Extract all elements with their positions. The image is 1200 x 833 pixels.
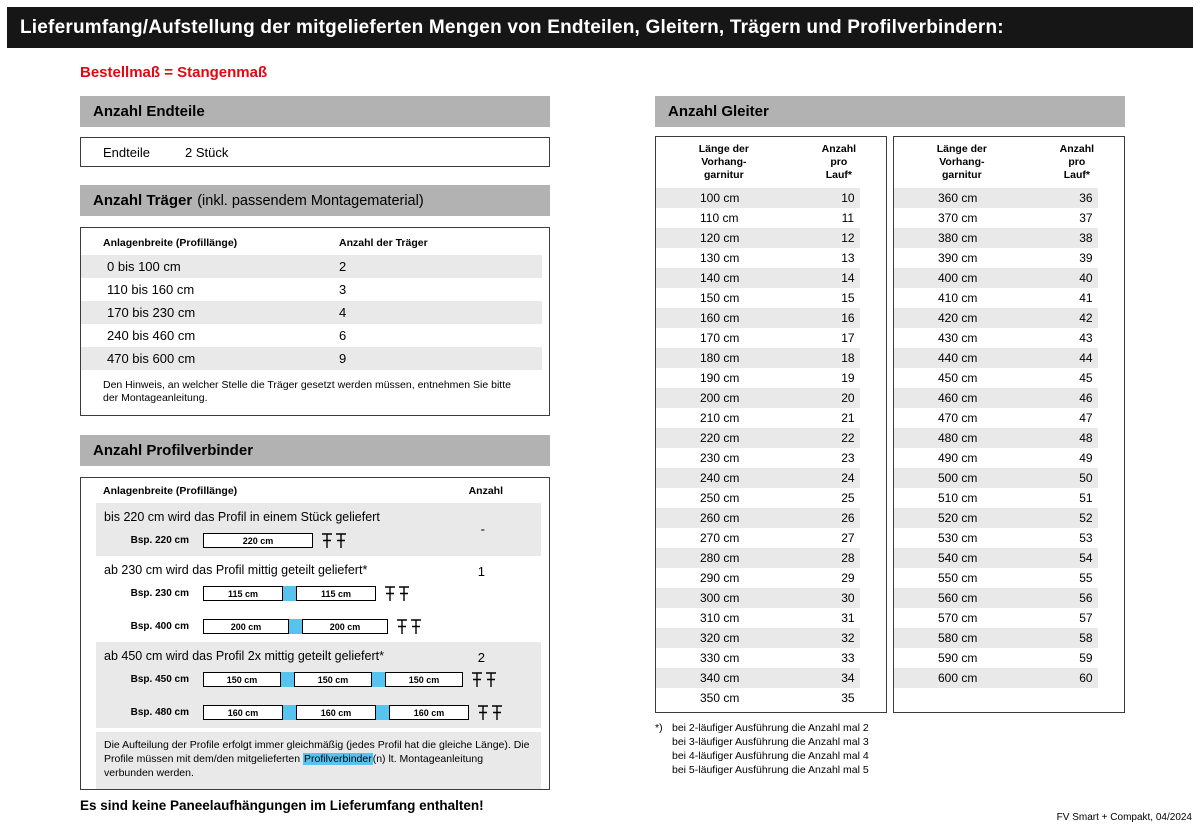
page-title-bar [7, 7, 1193, 48]
footnote-prefix [655, 763, 672, 777]
gleiter-length: 460 cm [938, 391, 978, 405]
footnote-text: bei 5-läufiger Ausführung die Anzahl mal 5 [672, 764, 869, 776]
table-row [894, 308, 1124, 328]
pv-section-text: bis 220 cm wird das Profil in einem Stück geliefert [104, 509, 380, 524]
gleiter-count: 52 [1079, 511, 1093, 525]
gleiter-count: 14 [841, 271, 855, 285]
gleiter-length: 140 cm [700, 271, 740, 285]
table-row [656, 648, 886, 668]
gleiter-count: 20 [841, 391, 855, 405]
gleiter-count: 53 [1079, 531, 1093, 545]
gleiter-col2-header: Anzahl pro Lauf* [821, 143, 857, 181]
traeger-range: 170 bis 230 cm [107, 305, 196, 320]
gleiter-count: 31 [841, 611, 855, 625]
gleiter-footnotes [655, 721, 1125, 777]
gleiter-length: 110 cm [700, 211, 739, 225]
gleiter-heading: Anzahl Gleiter [668, 103, 769, 120]
gleiter-length: 230 cm [700, 451, 740, 465]
gleiter-count: 18 [841, 351, 855, 365]
table-row [656, 208, 886, 228]
profile-connector [283, 586, 296, 601]
gleiter-length: 200 cm [700, 391, 740, 405]
order-measure-note: Bestellmaß = Stangenmaß [80, 64, 268, 81]
footnote-prefix [655, 749, 672, 763]
table-row [656, 528, 886, 548]
gleiter-length: 330 cm [700, 651, 740, 665]
table-row [894, 648, 1124, 668]
gleiter-count: 34 [841, 671, 855, 685]
profile-segment: 150 cm [294, 672, 372, 687]
gleiter-count: 17 [841, 331, 855, 345]
profile-segment: 150 cm [203, 672, 281, 687]
gleiter-length: 400 cm [938, 271, 978, 285]
pv-section-bis-220 [96, 503, 541, 556]
footnote-line [655, 763, 1125, 777]
example-label: Bsp. 400 cm [130, 621, 189, 633]
profile-example [104, 533, 533, 549]
gleiter-length: 320 cm [700, 631, 740, 645]
section-header-endteile [80, 96, 550, 127]
table-row [656, 508, 886, 528]
profile-example [104, 586, 533, 602]
gleiter-count: 28 [841, 551, 855, 565]
gleiter-col2-header: Anzahl pro Lauf* [1059, 143, 1095, 181]
gleiter-count: 19 [841, 371, 855, 385]
traeger-heading: Anzahl Träger [93, 192, 193, 209]
gleiter-length: 450 cm [938, 371, 978, 385]
gleiter-length: 600 cm [938, 671, 978, 685]
gleiter-length: 170 cm [700, 331, 740, 345]
profile-example [104, 705, 533, 721]
footnote-prefix [655, 735, 672, 749]
gleiter-length: 480 cm [938, 431, 978, 445]
table-row [894, 248, 1124, 268]
traeger-count: 6 [339, 328, 347, 343]
gleiter-count: 39 [1079, 251, 1093, 265]
profile-segment: 160 cm [389, 705, 469, 720]
traeger-range: 470 bis 600 cm [107, 351, 196, 366]
gleiter-length: 370 cm [938, 211, 978, 225]
table-row [894, 668, 1124, 688]
profile-connector [283, 705, 296, 720]
profile-example [104, 672, 533, 688]
gleiter-length: 410 cm [938, 291, 978, 305]
page-title: Lieferumfang/Aufstellung der mitgelieferten Mengen von Endteilen, Gleitern, Trägern und Profilverbindern: [20, 16, 1004, 38]
table-row [656, 548, 886, 568]
gleiter-count: 26 [841, 511, 855, 525]
gleiter-length: 340 cm [700, 671, 740, 685]
gleiter-length: 570 cm [938, 611, 978, 625]
section-header-traeger [80, 185, 550, 216]
gleiter-length: 520 cm [938, 511, 978, 525]
gleiter-count: 54 [1079, 551, 1093, 565]
gleiter-length: 270 cm [700, 531, 740, 545]
footnote-line [655, 735, 1125, 749]
gleiter-length: 350 cm [700, 691, 740, 705]
table-row [894, 468, 1124, 488]
example-label: Bsp. 480 cm [130, 707, 189, 719]
pv-note-highlight: Profilverbinder [304, 752, 372, 765]
traeger-note: Den Hinweis, an welcher Stelle die Träger gesetzt werden müssen, entnehmen Sie bitte der Montageanleitung. [103, 379, 511, 405]
gleiter-count: 60 [1079, 671, 1093, 685]
profile-segment: 115 cm [296, 586, 376, 601]
gleiter-count: 21 [841, 411, 855, 425]
traeger-range: 0 bis 100 cm [107, 259, 181, 274]
gleiter-count: 50 [1079, 471, 1093, 485]
gleiter-count: 41 [1079, 291, 1093, 305]
gleiter-length: 290 cm [700, 571, 740, 585]
table-row [656, 188, 886, 208]
gleiter-count: 13 [841, 251, 855, 265]
profilverbinder-table-header [81, 478, 549, 503]
table-row [894, 388, 1124, 408]
gleiter-count: 58 [1079, 631, 1093, 645]
table-row [894, 588, 1124, 608]
table-row [656, 588, 886, 608]
gleiter-count: 49 [1079, 451, 1093, 465]
gleiter-count: 35 [841, 691, 855, 705]
gleiter-count: 51 [1079, 491, 1093, 505]
gleiter-count: 12 [841, 231, 855, 245]
profile-connector [372, 672, 385, 687]
document-version: FV Smart + Compakt, 04/2024 [1056, 812, 1192, 823]
gleiter-count: 56 [1079, 591, 1093, 605]
bracket-icon [471, 672, 497, 688]
gleiter-count: 38 [1079, 231, 1093, 245]
table-row [656, 628, 886, 648]
table-row [894, 628, 1124, 648]
footnote-line [655, 721, 1125, 735]
gleiter-count: 15 [841, 291, 855, 305]
gleiter-count: 43 [1079, 331, 1093, 345]
gleiter-rows-1 [656, 188, 886, 708]
footnote-line [655, 749, 1125, 763]
profile-segment: 220 cm [203, 533, 313, 548]
gleiter-length: 310 cm [700, 611, 740, 625]
profile-segment: 115 cm [203, 586, 283, 601]
table-row [656, 328, 886, 348]
section-header-gleiter [655, 96, 1125, 127]
gleiter-length: 180 cm [700, 351, 740, 365]
profilverbinder-heading: Anzahl Profilverbinder [93, 441, 254, 459]
pv-section-count: 1 [477, 563, 485, 579]
table-row [894, 568, 1124, 588]
gleiter-count: 29 [841, 571, 855, 585]
gleiter-count: 45 [1079, 371, 1093, 385]
gleiter-count: 57 [1079, 611, 1093, 625]
footnote-text: bei 3-läufiger Ausführung die Anzahl mal 3 [672, 736, 869, 748]
section-header-profilverbinder [80, 435, 550, 466]
pv-section-count: - [480, 521, 485, 537]
gleiter-count: 47 [1079, 411, 1093, 425]
gleiter-rows-2 [894, 188, 1124, 688]
table-row [656, 388, 886, 408]
bracket-icon [477, 705, 503, 721]
gleiter-length: 120 cm [700, 231, 740, 245]
table-row [894, 428, 1124, 448]
pv-note-text: (n) lt. Montageanleitung verbunden werden. [104, 752, 484, 779]
gleiter-length: 160 cm [700, 311, 740, 325]
gleiter-table-1 [655, 136, 887, 713]
table-row [894, 608, 1124, 628]
footnote-text: bei 4-läufiger Ausführung die Anzahl mal 4 [672, 750, 869, 762]
gleiter-length: 260 cm [700, 511, 740, 525]
gleiter-length: 250 cm [700, 491, 740, 505]
gleiter-length: 580 cm [938, 631, 978, 645]
table-row [656, 408, 886, 428]
gleiter-length: 420 cm [938, 311, 978, 325]
table-row [656, 268, 886, 288]
pv-col2-header: Anzahl [468, 484, 503, 497]
gleiter-count: 48 [1079, 431, 1093, 445]
gleiter-count: 37 [1079, 211, 1093, 225]
pv-section-ab-450 [96, 642, 541, 728]
gleiter-tables [655, 136, 1125, 713]
gleiter-length: 390 cm [938, 251, 978, 265]
profile-segment: 200 cm [302, 619, 388, 634]
profile-connector [376, 705, 389, 720]
gleiter-count: 46 [1079, 391, 1093, 405]
traeger-col1-header: Anlagenbreite (Profillänge) [103, 237, 238, 249]
table-row [656, 248, 886, 268]
table-row [656, 308, 886, 328]
profile-segment: 200 cm [203, 619, 289, 634]
profile-connector [289, 619, 302, 634]
right-column [655, 96, 1125, 777]
gleiter-length: 130 cm [700, 251, 740, 265]
traeger-table-header [81, 234, 549, 255]
gleiter-col1-header: Länge der Vorhang- garnitur [698, 143, 749, 181]
profile-segment: 160 cm [296, 705, 376, 720]
gleiter-length: 240 cm [700, 471, 740, 485]
table-row [894, 528, 1124, 548]
table-row [894, 348, 1124, 368]
table-row [656, 228, 886, 248]
gleiter-count: 30 [841, 591, 855, 605]
gleiter-length: 100 cm [700, 191, 740, 205]
endteile-value: 2 Stück [185, 144, 229, 160]
traeger-rows [81, 255, 549, 370]
profile-segment: 160 cm [203, 705, 283, 720]
table-row [894, 368, 1124, 388]
profile-segment: 150 cm [385, 672, 463, 687]
footnote-prefix: *) [655, 722, 663, 734]
gleiter-table-header [894, 137, 1124, 188]
table-row [81, 255, 549, 278]
gleiter-count: 40 [1079, 271, 1093, 285]
gleiter-count: 42 [1079, 311, 1093, 325]
gleiter-length: 440 cm [938, 351, 978, 365]
table-row [656, 568, 886, 588]
gleiter-count: 10 [841, 191, 855, 205]
pv-section-text: ab 230 cm wird das Profil mittig geteilt geliefert* [104, 562, 368, 577]
pv-note-text: Die Aufteilung der Profile erfolgt immer gleichmäßig (jedes Profil hat die gleiche Länge). Die Profile müssen mit dem/den mitgelieferten [104, 738, 530, 765]
table-row [656, 608, 886, 628]
gleiter-length: 360 cm [938, 191, 978, 205]
table-row [894, 268, 1124, 288]
gleiter-length: 210 cm [700, 411, 740, 425]
endteile-box [80, 137, 550, 167]
traeger-count: 4 [339, 305, 347, 320]
gleiter-table-2 [893, 136, 1125, 713]
table-row [81, 324, 549, 347]
gleiter-length: 490 cm [938, 451, 978, 465]
gleiter-count: 11 [841, 211, 855, 225]
traeger-count: 3 [339, 282, 347, 297]
pv-section-ab-230 [96, 556, 541, 642]
bracket-icon [396, 619, 422, 635]
gleiter-length: 500 cm [938, 471, 978, 485]
gleiter-count: 59 [1079, 651, 1093, 665]
example-label: Bsp. 450 cm [130, 674, 189, 686]
gleiter-table-header [656, 137, 886, 188]
gleiter-count: 55 [1079, 571, 1093, 585]
gleiter-length: 430 cm [938, 331, 978, 345]
traeger-col2-header: Anzahl der Träger [339, 237, 428, 249]
example-label: Bsp. 230 cm [130, 588, 189, 600]
gleiter-col1-header: Länge der Vorhang- garnitur [936, 143, 987, 181]
table-row [894, 188, 1124, 208]
table-row [656, 668, 886, 688]
gleiter-count: 22 [841, 431, 855, 445]
traeger-range: 240 bis 460 cm [107, 328, 196, 343]
table-row [81, 278, 549, 301]
table-row [656, 348, 886, 368]
gleiter-length: 280 cm [700, 551, 740, 565]
gleiter-length: 470 cm [938, 411, 978, 425]
gleiter-length: 590 cm [938, 651, 978, 665]
pv-section-text: ab 450 cm wird das Profil 2x mittig geteilt geliefert* [104, 648, 384, 663]
gleiter-length: 190 cm [700, 371, 740, 385]
profilverbinder-table [80, 477, 550, 791]
table-row [894, 508, 1124, 528]
gleiter-length: 540 cm [938, 551, 978, 565]
table-row [894, 548, 1124, 568]
gleiter-count: 16 [841, 311, 855, 325]
table-row [656, 688, 886, 708]
table-row [656, 288, 886, 308]
left-column [80, 96, 550, 813]
table-row [656, 488, 886, 508]
table-row [656, 468, 886, 488]
endteile-label: Endteile [103, 144, 150, 160]
gleiter-length: 550 cm [938, 571, 978, 585]
bracket-icon [384, 586, 410, 602]
gleiter-length: 220 cm [700, 431, 740, 445]
table-row [81, 301, 549, 324]
pv-section-count: 2 [477, 649, 485, 665]
table-row [894, 208, 1124, 228]
table-row [656, 448, 886, 468]
endteile-heading: Anzahl Endteile [93, 103, 205, 120]
gleiter-length: 300 cm [700, 591, 740, 605]
table-row [894, 448, 1124, 468]
gleiter-count: 36 [1079, 191, 1093, 205]
table-row [656, 428, 886, 448]
traeger-heading-suffix: (inkl. passendem Montagematerial) [197, 192, 424, 209]
profile-connector [281, 672, 294, 687]
traeger-table [80, 227, 550, 416]
traeger-range: 110 bis 160 cm [107, 282, 195, 297]
gleiter-length: 510 cm [938, 491, 978, 505]
gleiter-length: 380 cm [938, 231, 978, 245]
table-row [656, 368, 886, 388]
paneel-note: Es sind keine Paneelaufhängungen im Lieferumfang enthalten! [80, 798, 484, 814]
traeger-count: 9 [339, 351, 347, 366]
gleiter-length: 560 cm [938, 591, 978, 605]
example-label: Bsp. 220 cm [130, 535, 189, 547]
gleiter-count: 27 [841, 531, 855, 545]
gleiter-count: 24 [841, 471, 855, 485]
table-row [894, 288, 1124, 308]
footnote-text: bei 2-läufiger Ausführung die Anzahl mal 2 [672, 722, 869, 734]
table-row [894, 228, 1124, 248]
table-row [894, 488, 1124, 508]
table-row [894, 408, 1124, 428]
gleiter-length: 530 cm [938, 531, 978, 545]
table-row [81, 347, 549, 370]
gleiter-count: 32 [841, 631, 855, 645]
gleiter-count: 23 [841, 451, 855, 465]
table-row [894, 328, 1124, 348]
bracket-icon [321, 533, 347, 549]
profilverbinder-note [96, 732, 541, 790]
gleiter-count: 25 [841, 491, 855, 505]
pv-col1-header: Anlagenbreite (Profillänge) [103, 484, 238, 497]
gleiter-count: 33 [841, 651, 855, 665]
profile-example [104, 619, 533, 635]
traeger-count: 2 [339, 259, 347, 274]
gleiter-length: 150 cm [700, 291, 740, 305]
gleiter-count: 44 [1079, 351, 1093, 365]
